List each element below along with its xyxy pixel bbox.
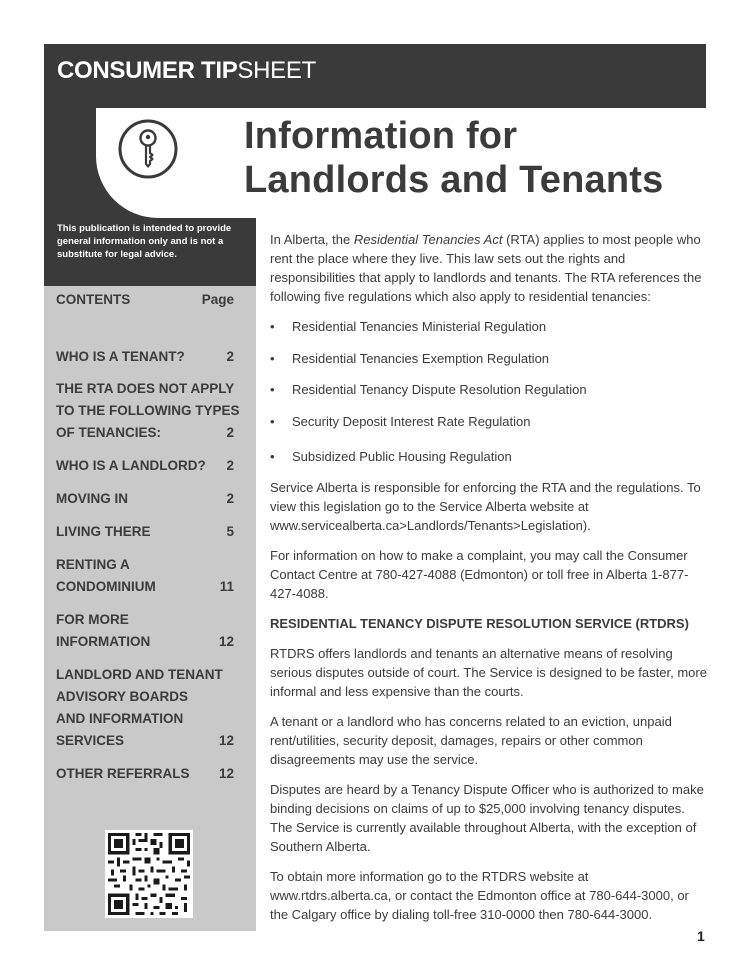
rtdrs-paragraph-4: To obtain more information go to the RTDRS website at www.rtdrs.alberta.ca, or contact the Edmonton office at 780-644-3000, or the Calgary office by dialing toll-free 310-0000 then 780-644-3000. [270,869,689,922]
toc-item-label: THE RTA DOES NOT APPLY [56,381,235,396]
page-title-line2: Landlords and Tenants [244,159,664,201]
toc-item-page: 2 [226,458,234,473]
intro-post: (RTA) applies to most people who rent the place where they live. This law sets out the rights and responsibilities that apply to landlords and tenants. The RTA references the following five regulations which also apply to residential tenancies: [270,232,702,304]
rtdrs-heading: RESIDENTIAL TENANCY DISPUTE RESOLUTION SERVICE (RTDRS) [270,616,689,631]
toc-item-page: 12 [218,733,234,748]
contents-label: CONTENTS [56,292,131,307]
disclaimer-text: This publication is intended to provide general information only and is not a substitute for legal advice. [57,223,232,260]
toc-item-label: WHO IS A LANDLORD? [56,458,206,473]
toc-item-label: ADVISORY BOARDS [56,689,189,704]
contents-page-label: Page [201,292,234,307]
list-item: • Residential Tenancies Ministerial Regulation [270,317,710,336]
rtdrs-paragraph-2: A tenant or a landlord who has concerns related to an eviction, unpaid rent/utilities, security deposit, damages, repairs or other common disagreements may use the service. [270,714,672,767]
toc-item-page: 11 [219,579,234,594]
tipsheet-title [57,57,316,85]
tipsheet-title-bold: CONSUMER TIP [57,57,238,84]
toc-item-label: INFORMATION [56,634,151,649]
toc-item-label: AND INFORMATION [56,711,184,726]
regulations-list [270,317,710,466]
toc-item-label: SERVICES [56,733,125,748]
qr-code[interactable] [105,830,193,918]
complaint-paragraph: For information on how to make a complaint, you may call the Consumer Contact Centre at 780-427-4088 (Edmonton) or toll free in Alberta 1-877-427-4088. [270,548,689,601]
toc-item-label: LIVING THERE [56,524,151,539]
page-number: 1 [697,928,705,944]
toc-item-page: 12 [218,766,234,781]
page-title-line1: Information for [244,115,518,157]
intro-pre: In Alberta, the [270,232,354,247]
toc-item-label: OTHER REFERRALS [56,766,190,781]
list-item: • Subsidized Public Housing Regulation [270,447,710,466]
enforcement-paragraph: Service Alberta is responsible for enforcing the RTA and the regulations. To view this legislation go to the Service Alberta website at www.servicealberta.ca>Landlords/Tenants>Legislation). [270,480,701,533]
page-title [244,114,663,202]
toc-item-label: LANDLORD AND TENANT [56,667,223,682]
toc-item-page: 5 [226,524,234,539]
toc-item-label: RENTING A [56,557,130,572]
main-content [270,230,710,935]
toc-item-page: 2 [226,425,234,440]
toc-item-label: TO THE FOLLOWING TYPES [56,403,240,418]
rtdrs-paragraph-3: Disputes are heard by a Tenancy Dispute Officer who is authorized to make binding decisions on claims of up to $25,000 involving tenancy disputes. The Service is currently available throughout Alberta, with the exception of Southern Alberta. [270,782,704,854]
toc-item-label: OF TENANCIES: [56,425,162,440]
toc-item-label: WHO IS A TENANT? [56,349,185,364]
contents-heading [56,292,234,307]
toc-item-page: 12 [218,634,234,649]
toc-item-page: 2 [226,491,234,506]
list-item: • Residential Tenancy Dispute Resolution Regulation [270,380,710,399]
list-item: • Security Deposit Interest Rate Regulation [270,412,710,431]
toc-item-label: CONDOMINIUM [56,579,156,594]
toc-item-label: FOR MORE [56,612,129,627]
tipsheet-title-normal: SHEET [237,57,316,84]
toc-item-page: 2 [226,349,234,364]
key-icon [117,118,179,180]
intro-paragraph [270,230,710,306]
toc-item-label: MOVING IN [56,491,129,506]
list-item: • Residential Tenancies Exemption Regulation [270,349,710,368]
rta-name: Residential Tenancies Act [353,232,503,247]
rtdrs-paragraph-1: RTDRS offers landlords and tenants an alternative means of resolving serious disputes outside of court. The Service is designed to be faster, more informal and less expensive than the courts. [270,646,707,699]
